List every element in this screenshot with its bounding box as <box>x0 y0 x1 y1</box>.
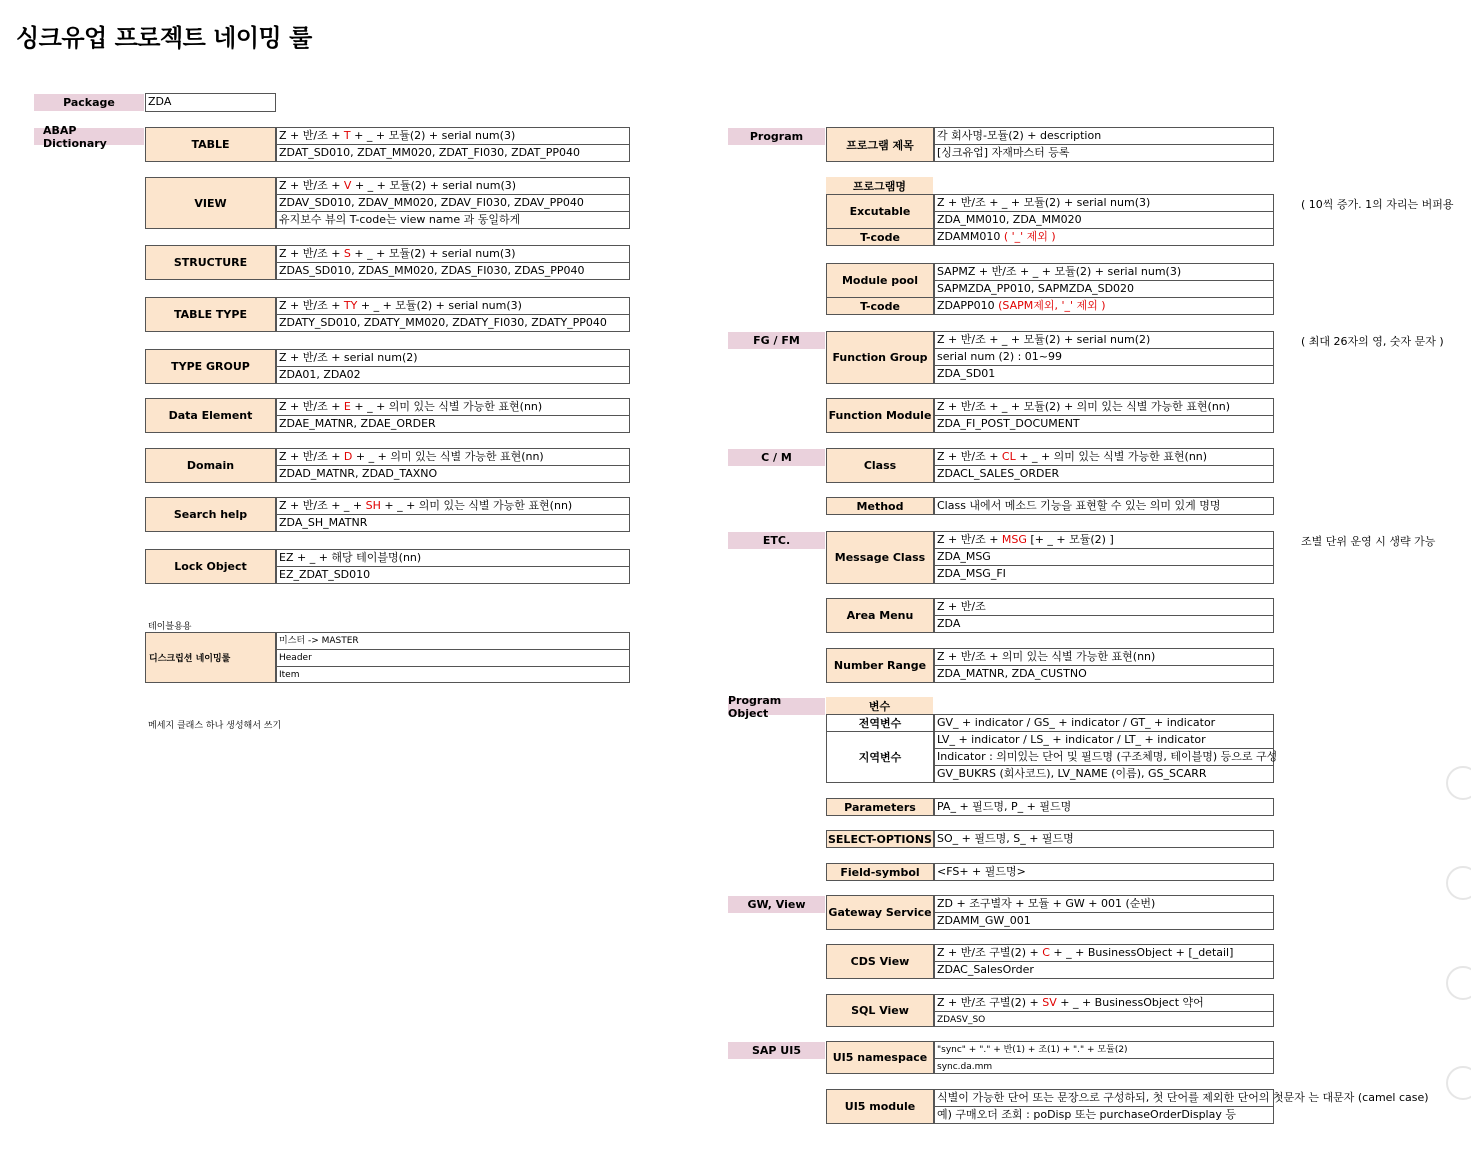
type-group-rule: Z + 반/조 + serial num(2) <box>277 350 629 367</box>
message-class-example-1: ZDA_MSG <box>935 549 1273 566</box>
module-pool-label: Module pool <box>826 263 934 298</box>
module-pool-tcode-label: T-code <box>826 297 934 315</box>
edge-decoration <box>1446 966 1471 1000</box>
variable-header: 변수 <box>826 697 933 714</box>
ui5-namespace-rule: "sync" + "." + 반(1) + 조(1) + "." + 모듈(2) <box>935 1042 1273 1059</box>
sql-view-rule: Z + 반/조 구별(2) + SV + _ + BusinessObject 약어 <box>935 995 1273 1012</box>
edge-decoration <box>1446 1066 1471 1100</box>
module-pool-example: SAPMZDA_PP010, SAPMZDA_SD020 <box>935 281 1273 298</box>
cds-view-label: CDS View <box>826 944 934 979</box>
excutable-rules <box>934 194 1274 246</box>
search-help-label: Search help <box>145 497 276 532</box>
function-module-example: ZDA_FI_POST_DOCUMENT <box>937 417 1080 430</box>
module-pool-tcode: ZDAPP010 (SAPM제외, '_' 제외 ) <box>937 299 1106 312</box>
package-label: Package <box>34 94 144 111</box>
table-rules <box>276 127 630 162</box>
category-etc: ETC. <box>728 532 825 549</box>
structure-rules <box>276 245 630 280</box>
variable-rules <box>934 714 1278 783</box>
method-rules <box>934 497 1274 515</box>
function-module-rules <box>934 398 1274 433</box>
sql-view-label: SQL View <box>826 994 934 1027</box>
field-symbol-label: Field-symbol <box>826 863 934 881</box>
description-row-master: 미스터 -> MASTER <box>277 633 629 650</box>
search-help-rule: Z + 반/조 + _ + SH + _ + 의미 있는 식별 가능한 표현(nn) <box>277 498 629 515</box>
area-menu-rules <box>934 598 1274 633</box>
function-module-rule: Z + 반/조 + _ + 모듈(2) + 의미 있는 식별 가능한 표현(nn) <box>935 399 1273 416</box>
type-group-example: ZDA01, ZDA02 <box>279 368 361 381</box>
gateway-service-label: Gateway Service <box>826 895 934 930</box>
domain-rules <box>276 448 630 483</box>
description-rows <box>276 632 630 683</box>
function-group-rules <box>934 331 1274 384</box>
message-class-rule: Z + 반/조 + MSG [+ _ + 모듈(2) ] <box>935 532 1273 549</box>
parameters-label: Parameters <box>826 798 934 816</box>
edge-decoration <box>1446 766 1471 800</box>
indicator-rule: Indicator : 의미있는 단어 및 필드명 (구조체명, 테이블명) 등으로 구성 <box>935 749 1273 766</box>
message-class-example-2: ZDA_MSG_FI <box>937 567 1006 580</box>
category-fg-fm: FG / FM <box>728 332 825 349</box>
category-sap-ui5: SAP UI5 <box>728 1042 825 1059</box>
gateway-service-example: ZDAMM_GW_001 <box>937 914 1031 927</box>
category-program-object: Program Object <box>728 698 825 715</box>
view-note: 유지보수 뷰의 T-code는 view name 과 동일하게 <box>279 213 521 226</box>
method-label: Method <box>826 497 934 515</box>
table-type-rule: Z + 반/조 + TY + _ + 모듈(2) + serial num(3) <box>277 298 629 315</box>
method-rule: Class 내에서 메소드 기능을 표현할 수 있는 의미 있게 명명 <box>937 499 1221 512</box>
lock-object-example: EZ_ZDAT_SD010 <box>279 568 371 581</box>
message-class-note: 조별 단위 운영 시 생략 가능 <box>1301 535 1436 548</box>
structure-rule: Z + 반/조 + S + _ + 모듈(2) + serial num(3) <box>277 246 629 263</box>
select-options-rules <box>934 830 1274 848</box>
structure-example: ZDAS_SD010, ZDAS_MM020, ZDAS_FI030, ZDAS_PP040 <box>279 264 585 277</box>
area-menu-example: ZDA <box>937 617 961 630</box>
program-title-example: [싱크유업] 자재마스터 등록 <box>937 146 1070 159</box>
package-box <box>145 93 276 112</box>
table-label: TABLE <box>145 127 276 162</box>
field-symbol-rule: <FS+ + 필드명> <box>937 865 1026 878</box>
category-c-m: C / M <box>728 449 825 466</box>
global-variable-label: 전역변수 <box>826 714 934 732</box>
excutable-tcode-label: T-code <box>826 228 934 246</box>
parameters-rule: PA_ + 필드명, P_ + 필드명 <box>937 800 1072 813</box>
ui5-module-rules <box>934 1089 1429 1124</box>
category-program: Program <box>728 128 825 145</box>
table-type-example: ZDATY_SD010, ZDATY_MM020, ZDATY_FI030, ZDATY_PP040 <box>279 316 607 329</box>
number-range-example: ZDA_MATNR, ZDA_CUSTNO <box>937 667 1087 680</box>
view-label: VIEW <box>145 177 276 229</box>
cds-view-example: ZDAC_SalesOrder <box>937 963 1034 976</box>
function-group-rule: Z + 반/조 + _ + 모듈(2) + serial num(2) <box>935 332 1273 349</box>
lock-object-rules <box>276 549 630 584</box>
ui5-module-example: 예) 구매오더 조회 : poDisp 또는 purchaseOrderDisplay 등 <box>937 1108 1236 1121</box>
program-title-rule: 각 회사명-모듈(2) + description <box>935 128 1273 145</box>
excutable-tcode: ZDAMM010 ( '_' 제외 ) <box>937 230 1056 243</box>
function-group-label: Function Group <box>826 331 934 384</box>
page-title: 싱크유업 프로젝트 네이밍 룰 <box>16 24 312 52</box>
class-rule: Z + 반/조 + CL + _ + 의미 있는 식별 가능한 표현(nn) <box>935 449 1273 466</box>
table-type-label: TABLE TYPE <box>145 297 276 332</box>
sql-view-rules <box>934 994 1274 1027</box>
data-element-rules <box>276 398 630 433</box>
table-type-rules <box>276 297 630 332</box>
view-rules <box>276 177 630 229</box>
excutable-example: ZDA_MM010, ZDA_MM020 <box>935 212 1273 229</box>
domain-label: Domain <box>145 448 276 483</box>
area-menu-rule: Z + 반/조 <box>935 599 1273 616</box>
excutable-label: Excutable <box>826 194 934 229</box>
module-pool-rules <box>934 263 1274 315</box>
sql-view-example: ZDASV_SO <box>937 1015 986 1025</box>
function-group-note: ( 최대 26자의 영, 숫자 문자 ) <box>1301 335 1444 348</box>
field-symbol-rules <box>934 863 1274 881</box>
global-variable-rule: GV_ + indicator / GS_ + indicator / GT_ + indicator <box>935 715 1273 732</box>
view-rule: Z + 반/조 + V + _ + 모듈(2) + serial num(3) <box>277 178 629 195</box>
function-group-example: ZDA_SD01 <box>937 367 996 380</box>
area-menu-label: Area Menu <box>826 598 934 633</box>
number-range-rules <box>934 648 1274 683</box>
lock-object-label: Lock Object <box>145 549 276 584</box>
gateway-service-rules <box>934 895 1274 930</box>
cds-view-rules <box>934 944 1274 979</box>
module-pool-rule: SAPMZ + 반/조 + _ + 모듈(2) + serial num(3) <box>935 264 1273 281</box>
local-variable-rule: LV_ + indicator / LS_ + indicator / LT_ + indicator <box>935 732 1273 749</box>
class-example: ZDACL_SALES_ORDER <box>937 467 1060 480</box>
data-element-label: Data Element <box>145 398 276 433</box>
program-title-rules <box>934 127 1274 162</box>
cds-view-rule: Z + 반/조 구별(2) + C + _ + BusinessObject + [_detail] <box>935 945 1273 962</box>
variable-example: GV_BUKRS (회사코드), LV_NAME (이름), GS_SCARR <box>937 767 1207 780</box>
function-module-label: Function Module <box>826 398 934 433</box>
type-group-label: TYPE GROUP <box>145 349 276 384</box>
message-class-note: 메세지 클래스 하나 생성해서 쓰기 <box>148 721 282 731</box>
ui5-namespace-rules <box>934 1041 1274 1074</box>
data-element-example: ZDAE_MATNR, ZDAE_ORDER <box>279 417 436 430</box>
ui5-module-rule: 식별이 가능한 단어 또는 문장으로 구성하되, 첫 단어를 제외한 단어의 첫문자 는 대문자 (camel case) <box>935 1090 1273 1107</box>
excutable-rule: Z + 반/조 + _ + 모듈(2) + serial num(3) <box>935 195 1273 212</box>
function-group-serial: serial num (2) : 01~99 <box>935 349 1273 366</box>
package-value: ZDA <box>148 95 172 108</box>
category-gw-view: GW, View <box>728 896 825 913</box>
description-label: 디스크립션 네이밍룰 <box>145 632 276 683</box>
table-example: ZDAT_SD010, ZDAT_MM020, ZDAT_FI030, ZDAT_PP040 <box>279 146 581 159</box>
excutable-note: ( 10씩 증가. 1의 자리는 버퍼용 <box>1301 198 1454 211</box>
structure-label: STRUCTURE <box>145 245 276 280</box>
search-help-rules <box>276 497 630 532</box>
class-label: Class <box>826 448 934 483</box>
parameters-rules <box>934 798 1274 816</box>
message-class-label: Message Class <box>826 531 934 584</box>
domain-rule: Z + 반/조 + D + _ + 의미 있는 식별 가능한 표현(nn) <box>277 449 629 466</box>
select-options-rule: SO_ + 필드명, S_ + 필드명 <box>937 832 1074 845</box>
description-row-item: Item <box>279 670 300 680</box>
search-help-example: ZDA_SH_MATNR <box>279 516 368 529</box>
data-element-rule: Z + 반/조 + E + _ + 의미 있는 식별 가능한 표현(nn) <box>277 399 629 416</box>
select-options-label: SELECT-OPTIONS <box>826 830 934 848</box>
description-caption: 테이블용용 <box>148 622 192 632</box>
local-variable-label: 지역변수 <box>826 731 934 783</box>
program-name-header: 프로그램명 <box>826 177 933 194</box>
description-row-header: Header <box>277 650 629 667</box>
domain-example: ZDAD_MATNR, ZDAD_TAXNO <box>279 467 438 480</box>
ui5-namespace-example: sync.da.mm <box>937 1062 993 1072</box>
lock-object-rule: EZ + _ + 해당 테이블명(nn) <box>277 550 629 567</box>
number-range-rule: Z + 반/조 + 의미 있는 식별 가능한 표현(nn) <box>935 649 1273 666</box>
edge-decoration <box>1446 866 1471 900</box>
category-abap-dictionary: ABAP Dictionary <box>34 128 144 145</box>
ui5-module-label: UI5 module <box>826 1089 934 1124</box>
class-rules <box>934 448 1274 483</box>
ui5-namespace-label: UI5 namespace <box>826 1041 934 1074</box>
view-example: ZDAV_SD010, ZDAV_MM020, ZDAV_FI030, ZDAV_PP040 <box>277 195 629 212</box>
program-title-label: 프로그램 제목 <box>826 127 934 162</box>
table-rule: Z + 반/조 + T + _ + 모듈(2) + serial num(3) <box>277 128 629 145</box>
number-range-label: Number Range <box>826 648 934 683</box>
gateway-service-rule: ZD + 조구별자 + 모듈 + GW + 001 (순번) <box>935 896 1273 913</box>
type-group-rules <box>276 349 630 384</box>
message-class-rules <box>934 531 1274 584</box>
